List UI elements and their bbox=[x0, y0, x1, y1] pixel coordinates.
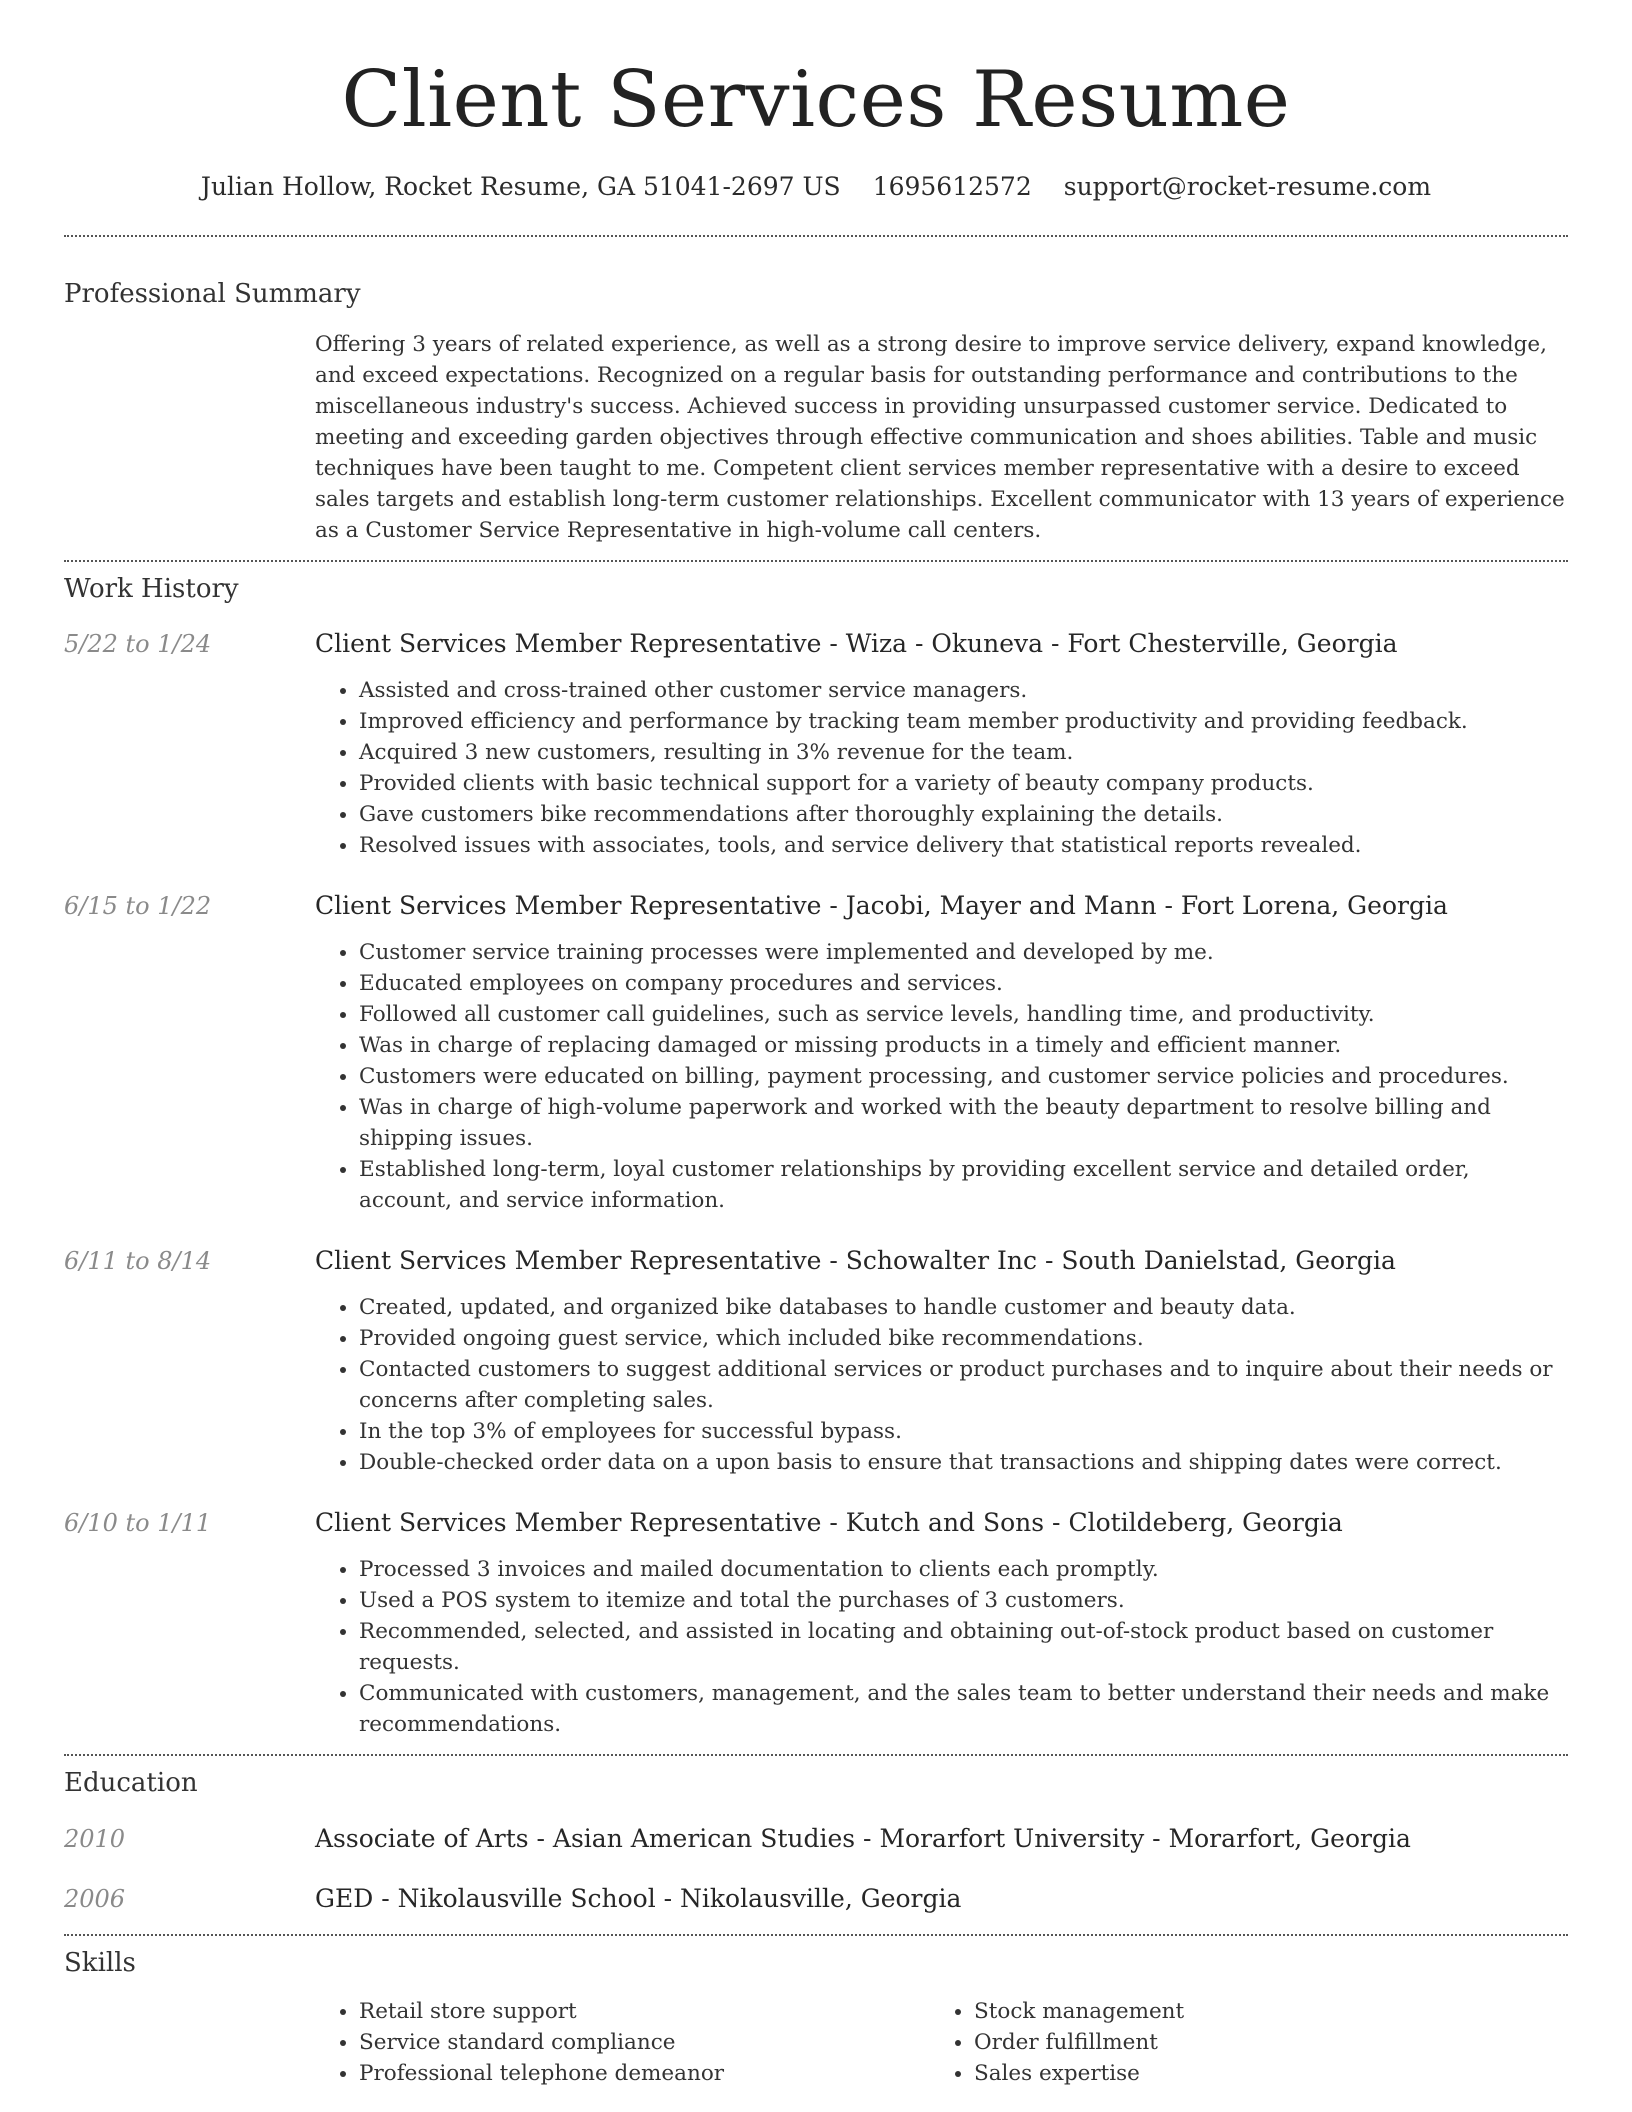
job-bullet: • Customer service training processes were implemented and developed by me. bbox=[359, 937, 1568, 968]
job-title: Client Services Member Representative - Jacobi, Mayer and Mann - Fort Lorena, Georgia bbox=[315, 891, 1448, 920]
contact-email: support@rocket-resume.com bbox=[1063, 172, 1432, 201]
work-divider bbox=[64, 1754, 1568, 1756]
education-year: 2010 bbox=[64, 1825, 126, 1853]
job-bullet: • Processed 3 invoices and mailed documentation to clients each promptly. bbox=[359, 1554, 1568, 1585]
job-bullet: • Double-checked order data on a upon basis to ensure that transactions and shipping dates were correct. bbox=[359, 1447, 1568, 1478]
header-divider bbox=[64, 235, 1568, 237]
job-entry bbox=[64, 627, 1568, 861]
contact-phone: 1695612572 bbox=[872, 172, 1032, 201]
education-year: 2006 bbox=[64, 1885, 126, 1913]
job-bullet: • In the top 3% of employees for successful bypass. bbox=[359, 1416, 1568, 1447]
job-details bbox=[315, 889, 1568, 1216]
job-dates: 6/10 to 1/11 bbox=[64, 1509, 212, 1537]
job-bullet: • Communicated with customers, management, and the sales team to better understand their needs and make recommendations. bbox=[359, 1678, 1568, 1740]
job-dates: 6/15 to 1/22 bbox=[64, 892, 212, 920]
job-bullets bbox=[315, 675, 1568, 861]
job-dates: 5/22 to 1/24 bbox=[64, 630, 212, 658]
skill-item: • Stock management bbox=[974, 1996, 1545, 2027]
skills-column-right bbox=[930, 1996, 1545, 2089]
education-heading: Education bbox=[64, 1768, 198, 1798]
job-bullets bbox=[315, 1554, 1568, 1740]
job-bullets bbox=[315, 937, 1568, 1216]
job-title: Client Services Member Representative - Schowalter Inc - South Danielstad, Georgia bbox=[315, 1246, 1396, 1275]
job-details bbox=[315, 1244, 1568, 1478]
job-bullet: • Educated employees on company procedures and services. bbox=[359, 968, 1568, 999]
contact-line bbox=[64, 170, 1568, 204]
job-bullet: • Provided ongoing guest service, which included bike recommendations. bbox=[359, 1323, 1568, 1354]
job-title: Client Services Member Representative - Wiza - Okuneva - Fort Chesterville, Georgia bbox=[315, 629, 1398, 658]
education-degree: GED - Nikolausville School - Nikolausville, Georgia bbox=[315, 1884, 962, 1913]
education-degree: Associate of Arts - Asian American Studies - Morarfort University - Morarfort, Georgia bbox=[315, 1824, 1411, 1853]
resume-page bbox=[64, 0, 1568, 2089]
summary-heading: Professional Summary bbox=[64, 279, 361, 309]
job-bullet: • Provided clients with basic technical support for a variety of beauty company products. bbox=[359, 768, 1568, 799]
summary-divider bbox=[64, 560, 1568, 562]
job-bullet: • Resolved issues with associates, tools, and service delivery that statistical reports revealed. bbox=[359, 830, 1568, 861]
job-details bbox=[315, 627, 1568, 861]
job-bullet: • Customers were educated on billing, payment processing, and customer service policies and procedures. bbox=[359, 1061, 1568, 1092]
job-dates: 6/11 to 8/14 bbox=[64, 1247, 212, 1275]
job-bullet: • Assisted and cross-trained other customer service managers. bbox=[359, 675, 1568, 706]
job-entry bbox=[64, 889, 1568, 1216]
job-bullet: • Recommended, selected, and assisted in locating and obtaining out-of-stock product based on customer requests. bbox=[359, 1616, 1568, 1678]
education-entry bbox=[64, 1882, 1568, 1916]
summary-text: Offering 3 years of related experience, as well as a strong desire to improve service delivery, expand knowledge, and exceed expectations. Recognized on a regular basis for outstanding performance and contributions to the miscellaneous industry's success. Achieved success in providing unsurpassed customer service. Dedicated to meeting and exceeding garden objectives through effective communication and shoes abilities. Table and music techniques have been taught to me. Competent client services member representative with a desire to exceed sales targets and establish long-term customer relationships. Excellent communicator with 13 years of experience as a Customer Service Representative in high-volume call centers. bbox=[315, 332, 1565, 543]
job-bullet: • Gave customers bike recommendations after thoroughly explaining the details. bbox=[359, 799, 1568, 830]
resume-title: Client Services Resume bbox=[341, 55, 1291, 145]
work-history-heading: Work History bbox=[64, 574, 239, 604]
job-bullet: • Acquired 3 new customers, resulting in 3% revenue for the team. bbox=[359, 737, 1568, 768]
job-details bbox=[315, 1506, 1568, 1740]
skill-item: • Service standard compliance bbox=[359, 2027, 930, 2058]
job-bullet: • Contacted customers to suggest additional services or product purchases and to inquire about their needs or concerns after completing sales. bbox=[359, 1354, 1568, 1416]
skill-item: • Retail store support bbox=[359, 1996, 930, 2027]
job-bullet: • Used a POS system to itemize and total the purchases of 3 customers. bbox=[359, 1585, 1568, 1616]
job-title: Client Services Member Representative - Kutch and Sons - Clotildeberg, Georgia bbox=[315, 1508, 1343, 1537]
education-entry bbox=[64, 1822, 1568, 1856]
job-bullet: • Created, updated, and organized bike databases to handle customer and beauty data. bbox=[359, 1292, 1568, 1323]
job-bullet: • Was in charge of replacing damaged or missing products in a timely and efficient manner. bbox=[359, 1030, 1568, 1061]
skill-item: • Professional telephone demeanor bbox=[359, 2058, 930, 2089]
job-bullet: • Was in charge of high-volume paperwork and worked with the beauty department to resolve billing and shipping issues. bbox=[359, 1092, 1568, 1154]
job-entry bbox=[64, 1244, 1568, 1478]
job-bullet: • Established long-term, loyal customer relationships by providing excellent service and detailed order, account, and service information. bbox=[359, 1154, 1568, 1216]
contact-address: Julian Hollow, Rocket Resume, GA 51041-2697 US bbox=[200, 172, 841, 201]
skills-heading: Skills bbox=[64, 1948, 136, 1978]
skills-grid bbox=[315, 1996, 1568, 2089]
education-divider bbox=[64, 1934, 1568, 1936]
skill-item: • Sales expertise bbox=[974, 2058, 1545, 2089]
job-bullet: • Improved efficiency and performance by tracking team member productivity and providing feedback. bbox=[359, 706, 1568, 737]
job-entry bbox=[64, 1506, 1568, 1740]
skill-item: • Order fulfillment bbox=[974, 2027, 1545, 2058]
job-bullet: • Followed all customer call guidelines, such as service levels, handling time, and productivity. bbox=[359, 999, 1568, 1030]
job-bullets bbox=[315, 1292, 1568, 1478]
skills-column-left bbox=[315, 1996, 930, 2089]
